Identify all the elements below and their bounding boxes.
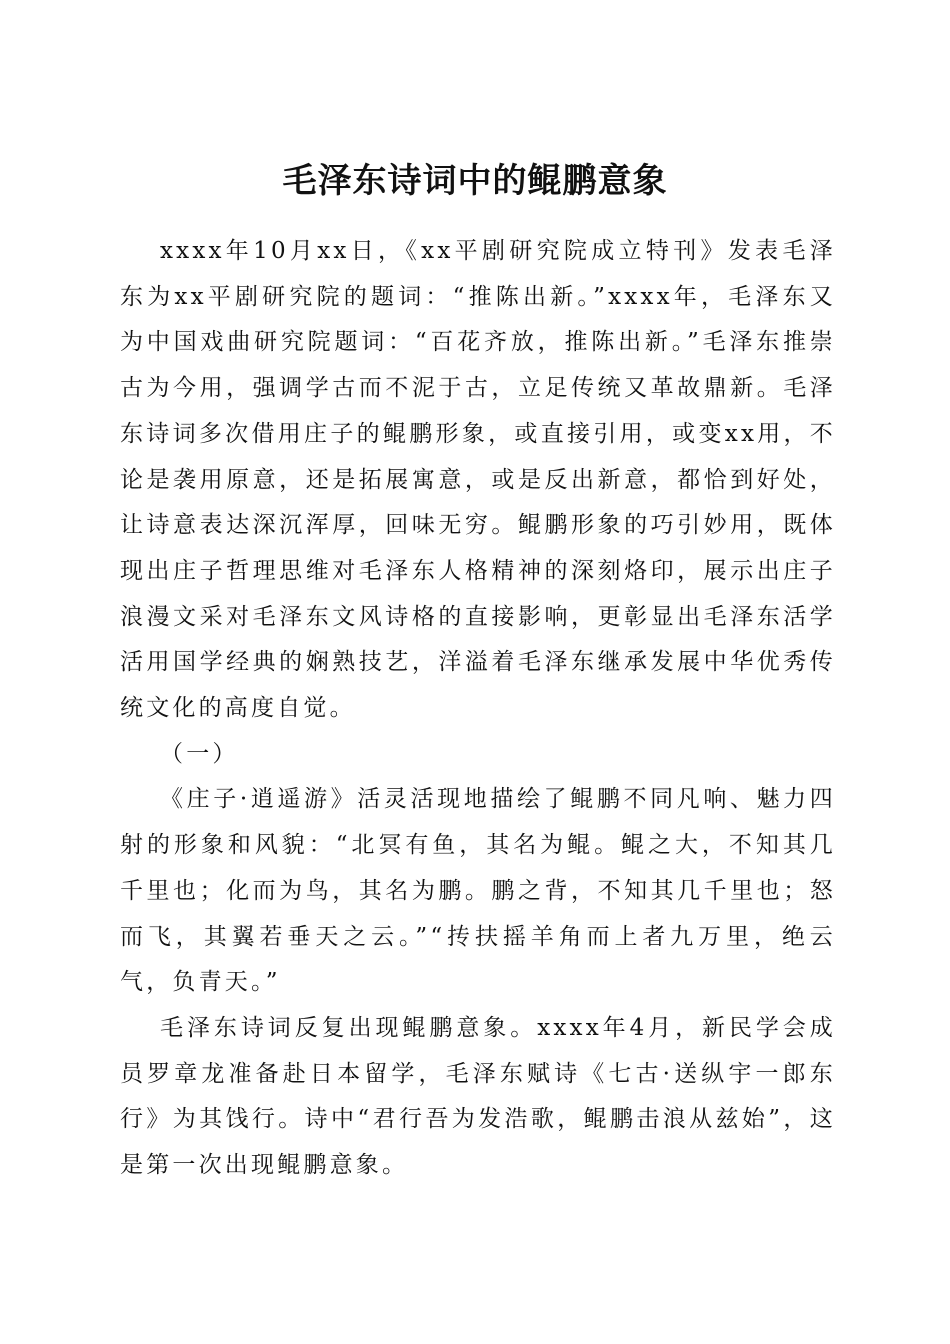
section-paragraph-2: 毛泽东诗词反复出现鲲鹏意象。xxxx年4月，新民学会成员罗章龙准备赴日本留学，毛泽东赋诗《七古·送纵宇一郎东行》为其饯行。诗中“君行吾为发浩歌，鲲鹏击浪从兹始”，这是第一次出现鲲鹏意象。 bbox=[120, 1014, 836, 1179]
intro-paragraph: xxxx年10月xx日，《xx平剧研究院成立特刊》发表毛泽东为xx平剧研究院的题词：“推陈出新。”xxxx年，毛泽东又为中国戏曲研究院题词：“百花齐放，推陈出新。”毛泽东推崇古为今用，强调学古而不泥于古，立足传统又革故鼎新。毛泽东诗词多次借用庄子的鲲鹏形象，或直接引用，或变xx用，不论是袭用原意，还是拓展寓意，或是反出新意，都恰到好处，让诗意表达深沉浑厚，回味无穷。鲲鹏形象的巧引妙用，既体现出庄子哲理思维对毛泽东人格精神的深刻烙印，展示出庄子浪漫文采对毛泽东文风诗格的直接影响，更彰显出毛泽东活学活用国学经典的娴熟技艺，洋溢着毛泽东继承发展中华优秀传统文化的高度自觉。 bbox=[120, 238, 836, 722]
document-body bbox=[120, 229, 836, 1189]
document-title: 毛泽东诗词中的鲲鹏意象 bbox=[282, 160, 668, 201]
section-heading: （一） bbox=[160, 740, 239, 767]
section-paragraph-1: 《庄子·逍遥游》活灵活现地描绘了鲲鹏不同凡响、魅力四射的形象和风貌：“北冥有鱼，其名为鲲。鲲之大，不知其几千里也；化而为鸟，其名为鹏。鹏之背，不知其几千里也；怒而飞，其翼若垂天之云。”“抟扶摇羊角而上者九万里，绝云气，负青天。” bbox=[120, 786, 836, 996]
